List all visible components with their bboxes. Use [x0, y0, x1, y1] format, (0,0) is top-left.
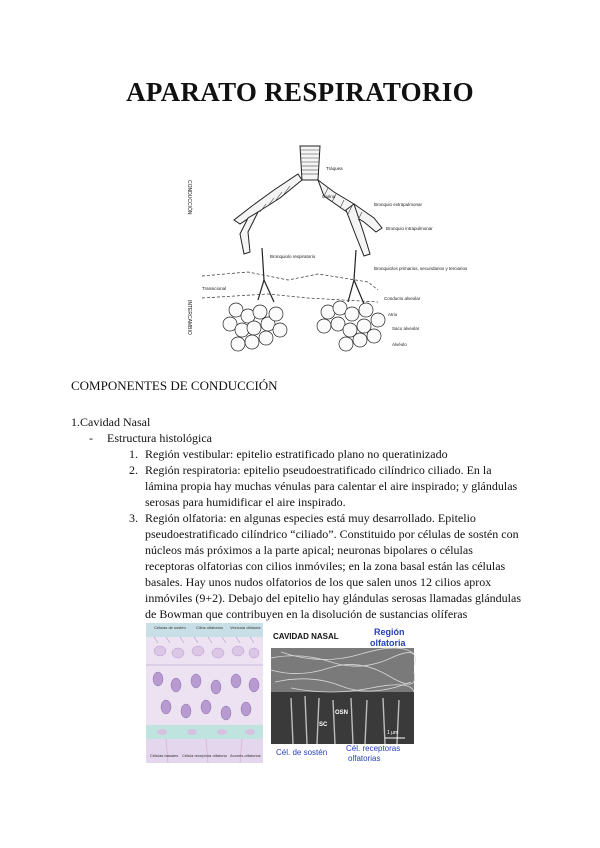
- histo-label-receptora: Célula receptora olfatoria: [182, 753, 227, 758]
- histo-label-axones: Axones olfatorios: [230, 753, 261, 758]
- histo-label-cilios: Cilios olfatorios: [196, 625, 224, 630]
- histo-label-sosten: Células de sostén: [154, 625, 186, 630]
- list-item-line: Región olfatoria: en algunas especies está muy desarrollado. Epitelio: [145, 511, 476, 525]
- olfactory-sem-micrograph: [271, 648, 414, 744]
- list-item-line: Región vestibular: epitelio estratificado plano no queratinizado: [145, 447, 448, 461]
- label-alveolo: Alvéolo: [392, 342, 407, 347]
- label-bronquiolo-resp: Bronquiolo respiratorio: [270, 254, 316, 259]
- list-item-number: 2.: [129, 463, 138, 477]
- label-conducto: Conducto alveolar: [384, 296, 421, 301]
- bullet-marker: -: [89, 431, 93, 445]
- list-item-line: inmóviles (9+2). Debajo del epitelio hay glándulas serosas llamadas glándulas: [145, 591, 522, 605]
- list-item-line: lámina propia hay muchas vénulas para calentar el aire inspirado; y glándulas: [145, 479, 518, 493]
- list-item-number: 3.: [129, 511, 138, 525]
- sem-region-line1: Región: [374, 627, 405, 637]
- label-traquea: Tráquea: [326, 166, 343, 171]
- page-title: APARATO RESPIRATORIO: [126, 77, 474, 107]
- list-item-line: basales. Hay unos nudos olfatorios de los que salen unos 12 cilios aprox: [145, 575, 492, 589]
- histo-label-vesicula: Vesícula olfatoria: [230, 625, 261, 630]
- label-atrio: Atrio: [388, 312, 398, 317]
- side-label-intercambio: INTERCAMBIO: [186, 300, 192, 335]
- label-bronquio-extra: Bronquio extrapulmonar: [374, 202, 423, 207]
- olfactory-epithelium-illustration: [146, 623, 263, 763]
- side-label-conduccion: CONDUCCIÓN: [186, 180, 192, 215]
- label-saco: Saco alveolar: [392, 326, 420, 331]
- list-item-line: receptoras olfatorias con cilios inmóviles; en la zona basal están las células: [145, 559, 506, 573]
- sem-cell-sosten: Cél. de sostén: [276, 748, 328, 757]
- label-transicional: Transicional: [202, 286, 227, 291]
- sem-osn-label: OSN: [335, 710, 349, 716]
- sem-title: CAVIDAD NASAL: [273, 632, 339, 641]
- list-item-line: núcleos más próximos a la parte apical; neuronas bipolares o células: [145, 543, 473, 557]
- sem-sc-label: SC: [319, 722, 328, 728]
- list-item-line: pseudoestratificado cilíndrico “ciliado”. Constituido por células de sostén con: [145, 527, 519, 541]
- subsection-title: 1.Cavidad Nasal: [71, 415, 151, 429]
- section-heading: COMPONENTES DE CONDUCCIÓN: [71, 378, 278, 393]
- list-item-line: serosas para humidificar el aire inspirado.: [145, 495, 346, 509]
- list-item-number: 1.: [129, 447, 138, 461]
- bullet-text: Estructura histológica: [107, 431, 212, 445]
- sem-region-line2: olfatoria: [370, 638, 406, 648]
- list-item-line: de Bowman que contribuyen en la disolución de sustancias olíferas: [145, 607, 468, 621]
- label-carina: Carina: [322, 194, 336, 199]
- label-bronquio-intra: Bronquio intrapulmonar: [386, 226, 433, 231]
- sem-cell-receptoras-1: Cél. receptoras: [346, 744, 401, 753]
- sem-cell-receptoras-2: olfatorias: [348, 754, 381, 763]
- histo-label-basales: Células basales: [150, 753, 179, 758]
- list-item-line: Región respiratoria: epitelio pseudoestratificado cilíndrico ciliado. En la: [145, 463, 492, 477]
- respiratory-tree-diagram: [178, 140, 468, 362]
- sem-scale-label: 1 μm: [387, 730, 399, 736]
- label-bronquiolos: Bronquiolos primarios, secundarios y terciarios: [374, 266, 468, 271]
